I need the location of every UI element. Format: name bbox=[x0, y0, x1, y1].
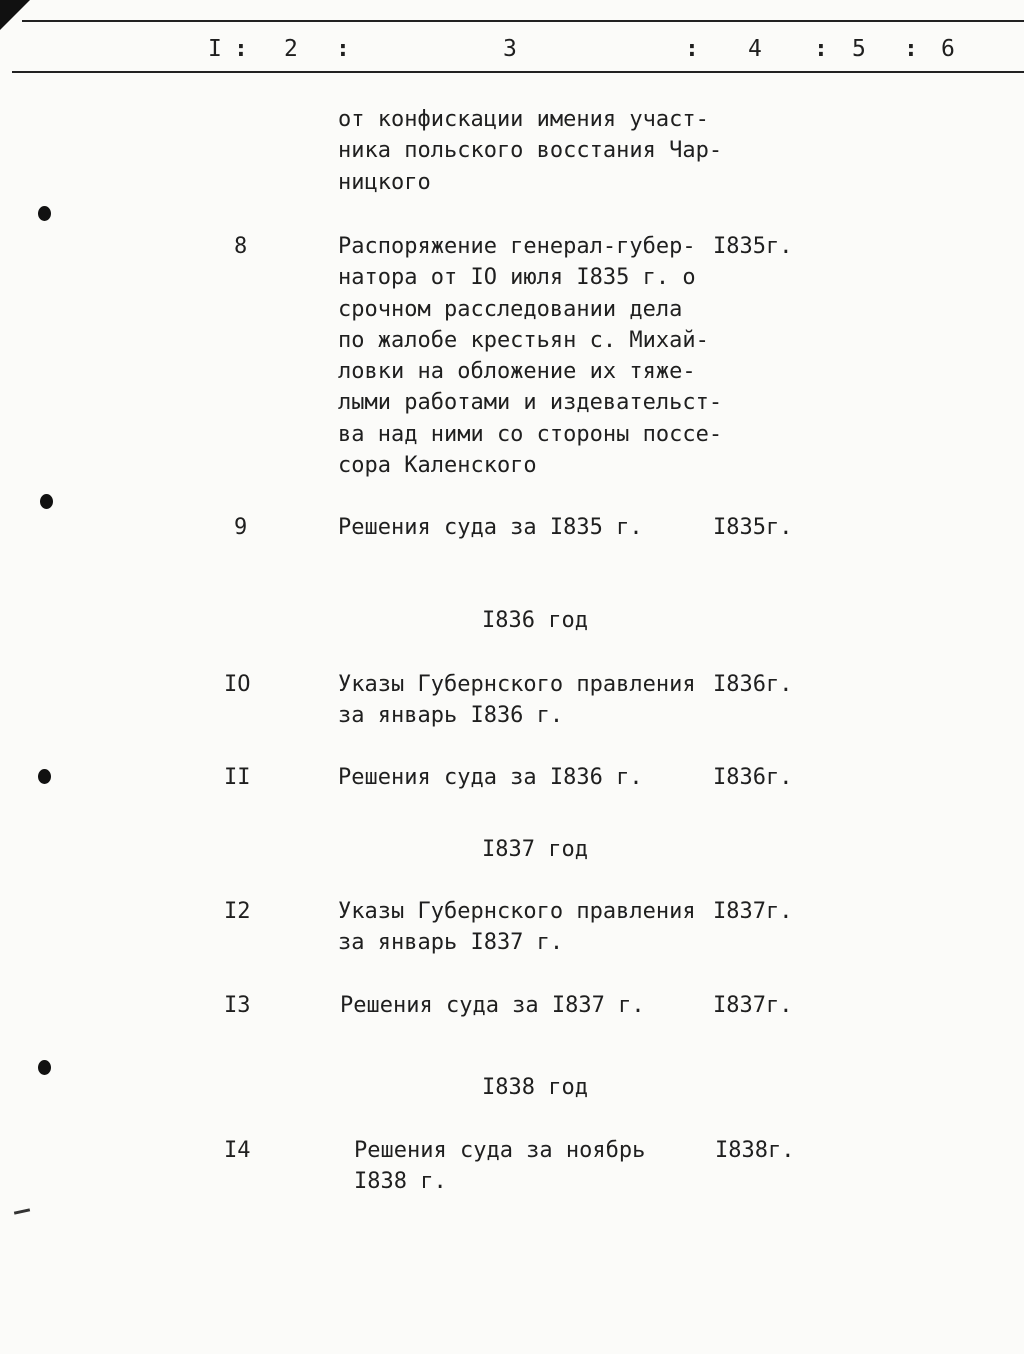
entry-description: Решения суда за I836 г. bbox=[338, 765, 643, 790]
punch-hole bbox=[40, 494, 53, 509]
header-col-5: 5 bbox=[852, 36, 866, 62]
header-separator: : bbox=[234, 36, 248, 62]
punch-hole bbox=[38, 206, 51, 221]
entry-description: Распоряжение генерал-губер- натора от IO июля I835 г. о срочном расследовании дела по жалобе крестьян с. Михай- ловки на обложение их тяже- лыми работами и издевательст- ва над ними со стороны поссе- сора Каленского bbox=[338, 234, 723, 479]
entry-description: Решения суда за ноябрь I838 г. bbox=[354, 1138, 646, 1195]
punch-hole bbox=[38, 1060, 51, 1075]
entry-date: I836г. bbox=[713, 672, 793, 697]
header-col-4: 4 bbox=[748, 36, 762, 62]
header-separator: : bbox=[814, 36, 828, 62]
entry-description: Указы Губернского правления за январь I837 г. bbox=[338, 899, 696, 956]
header-rule bbox=[12, 71, 1024, 73]
entry-number: 8 bbox=[234, 234, 248, 259]
header-separator: : bbox=[336, 36, 350, 62]
year-heading: I837 год bbox=[482, 837, 588, 862]
entry-number: 9 bbox=[234, 515, 248, 540]
folded-corner bbox=[0, 0, 30, 30]
entry-date: I837г. bbox=[713, 993, 793, 1018]
header-col-2: 2 bbox=[284, 36, 298, 62]
entry-date: I835г. bbox=[713, 234, 793, 259]
entry-number: I3 bbox=[224, 993, 251, 1018]
header-separator: : bbox=[904, 36, 918, 62]
entry-number: II bbox=[224, 765, 251, 790]
entry-number: IO bbox=[224, 672, 251, 697]
entry-description: Решения суда за I835 г. bbox=[338, 515, 643, 540]
entry-description: Указы Губернского правления за январь I836 г. bbox=[338, 672, 696, 729]
entry-number: I4 bbox=[224, 1138, 251, 1163]
entry-date: I835г. bbox=[713, 515, 793, 540]
entry-date: I838г. bbox=[715, 1138, 795, 1163]
year-heading: I838 год bbox=[482, 1075, 588, 1100]
year-heading: I836 год bbox=[482, 608, 588, 633]
entry-date: I837г. bbox=[713, 899, 793, 924]
pencil-mark bbox=[14, 1208, 30, 1214]
header-separator: : bbox=[685, 36, 699, 62]
header-col-3: 3 bbox=[503, 36, 517, 62]
entry-description: Решения суда за I837 г. bbox=[340, 993, 645, 1018]
punch-hole bbox=[38, 769, 51, 784]
header-col-1: I bbox=[208, 36, 222, 62]
entry-date: I836г. bbox=[713, 765, 793, 790]
entry-number: I2 bbox=[224, 899, 251, 924]
header-col-6: 6 bbox=[941, 36, 955, 62]
entry-description: от конфискации имения участ- ника польского восстания Чар- ницкого bbox=[338, 107, 723, 195]
top-border-line bbox=[22, 20, 1024, 22]
